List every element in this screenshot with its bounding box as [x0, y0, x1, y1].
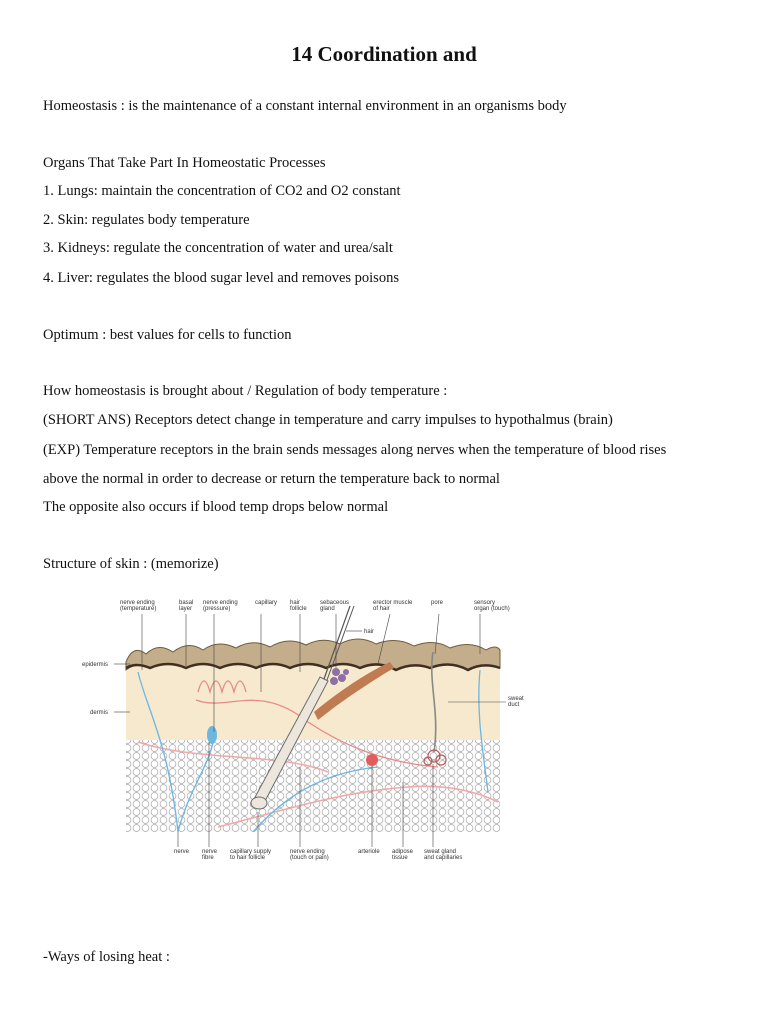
organ-item-kidneys: 3. Kidneys: regulate the concentration of water and urea/salt: [43, 240, 393, 256]
short-answer: (SHORT ANS) Receptors detect change in temperature and carry impulses to hypothalmus (brain): [43, 412, 613, 428]
label-nerve-ending-temperature: nerve ending (temperature): [120, 600, 157, 612]
regulation-heading: How homeostasis is brought about / Regulation of body temperature :: [43, 383, 448, 399]
label-arteriole: arteriole: [358, 849, 380, 855]
skin-structure-heading: Structure of skin : (memorize): [43, 556, 219, 572]
label-capillary: capillary: [255, 600, 278, 606]
label-erector-muscle: erector muscle of hair: [373, 600, 413, 612]
label-nerve: nerve: [174, 849, 190, 855]
page-title: 14 Coordination and: [291, 42, 477, 66]
label-hair-follicle: hair follicle: [290, 600, 307, 612]
label-dermis: dermis: [90, 710, 109, 716]
label-nerve-ending-pressure: nerve ending (pressure): [203, 600, 238, 612]
homeostasis-definition: Homeostasis : is the maintenance of a constant internal environment in an organisms body: [43, 98, 567, 114]
organ-item-liver: 4. Liver: regulates the blood sugar level and removes poisons: [43, 270, 399, 286]
arteriole: [366, 754, 378, 766]
label-sebaceous-gland: sebaceous gland: [320, 600, 350, 612]
label-sensory-organ: sensory organ (touch): [474, 600, 510, 612]
label-hair: hair: [364, 629, 375, 635]
opposite-note: The opposite also occurs if blood temp drops below normal: [43, 499, 389, 515]
label-capillary-supply: capillary supply to hair follicle: [230, 849, 272, 861]
explanation-line-2: above the normal in order to decrease or return the temperature back to normal: [43, 471, 500, 487]
ways-of-losing-heat-heading: -Ways of losing heat :: [43, 949, 170, 965]
label-sweat-duct: sweat duct: [508, 696, 524, 708]
label-adipose-tissue: adipose tissue: [392, 849, 414, 861]
optimum-definition: Optimum : best values for cells to function: [43, 327, 292, 343]
label-pore: pore: [431, 600, 444, 606]
label-nerve-fibre: nerve fibre: [202, 849, 218, 861]
organ-item-skin: 2. Skin: regulates body temperature: [43, 212, 250, 228]
pressure-receptor: [207, 726, 217, 744]
hair-bulb: [251, 797, 267, 809]
label-nerve-ending-touch: nerve ending (touch or pain): [290, 849, 329, 861]
organs-heading: Organs That Take Part In Homeostatic Processes: [43, 155, 326, 171]
label-basal-layer: basal layer: [179, 600, 194, 612]
label-sweat-gland: sweat gland and capillaries: [424, 849, 463, 861]
skin-structure-diagram: [78, 592, 524, 877]
label-epidermis: epidermis: [82, 662, 109, 668]
explanation-line-1: (EXP) Temperature receptors in the brain sends messages along nerves when the temperature of blood rises: [43, 442, 667, 458]
organ-item-lungs: 1. Lungs: maintain the concentration of CO2 and O2 constant: [43, 183, 401, 199]
